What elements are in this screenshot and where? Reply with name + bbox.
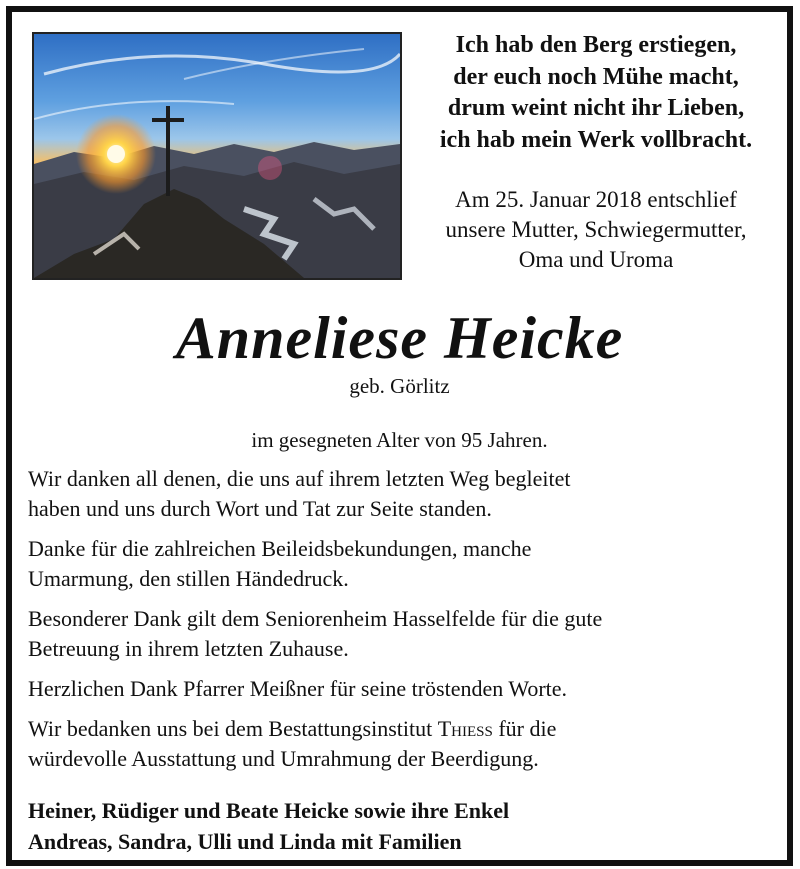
announcement-line: Am 25. Januar 2018 entschlief — [455, 187, 737, 212]
thanks-text: Wir bedanken uns bei dem Bestattungsinstitut — [28, 716, 438, 741]
summit-cross-photo — [32, 32, 402, 280]
poem-line: drum weint nicht ihr Lieben, — [447, 95, 745, 121]
family-line: Heiner, Rüdiger und Beate Heicke sowie ihre Enkel — [28, 798, 510, 823]
thanks-line: Umarmung, den stillen Händedruck. — [28, 566, 349, 591]
thanks-line: Betreuung in ihrem letzten Zuhause. — [28, 636, 349, 661]
thanks-paragraph — [28, 464, 778, 524]
thanks-section — [28, 464, 778, 784]
age-line: im gesegneten Alter von 95 Jahren. — [251, 428, 548, 452]
thanks-line — [28, 714, 778, 744]
family-line: Andreas, Sandra, Ulli und Linda mit Familien — [28, 829, 462, 854]
poem-verse — [410, 30, 782, 156]
thanks-paragraph — [28, 604, 778, 664]
thanks-paragraph — [28, 674, 778, 704]
thanks-line: Herzlichen Dank Pfarrer Meißner für seine tröstenden Worte. — [28, 676, 568, 701]
announcement-line: Oma und Uroma — [518, 247, 674, 272]
obituary-frame — [6, 6, 793, 866]
thanks-line: Besonderer Dank gilt dem Seniorenheim Hasselfelde für die gute — [28, 606, 603, 631]
thanks-line: haben und uns durch Wort und Tat zur Seite standen. — [28, 496, 492, 521]
mountain-sunset-image — [34, 34, 400, 278]
family-signature — [28, 795, 778, 857]
announcement-line: unsere Mutter, Schwiegermutter, — [445, 217, 747, 242]
thanks-line: würdevolle Ausstattung und Umrahmung der Beerdigung. — [28, 746, 539, 771]
poem-line: Ich hab den Berg erstiegen, — [455, 32, 737, 58]
poem-line: der euch noch Mühe macht, — [453, 63, 739, 90]
death-announcement — [410, 185, 782, 275]
thanks-line: Danke für die zahlreichen Beileidsbekundungen, manche — [28, 536, 532, 561]
thanks-paragraph — [28, 534, 778, 594]
thanks-line: Wir danken all denen, die uns auf ihrem letzten Weg begleitet — [28, 466, 571, 491]
poem-line: ich hab mein Werk vollbracht. — [439, 126, 753, 153]
deceased-name: Anneliese Heicke — [175, 305, 624, 371]
birth-name: geb. Görlitz — [349, 374, 450, 398]
thanks-text: für die — [492, 716, 557, 741]
funeral-home-name: Thieß — [437, 716, 493, 741]
thanks-paragraph — [28, 714, 778, 774]
